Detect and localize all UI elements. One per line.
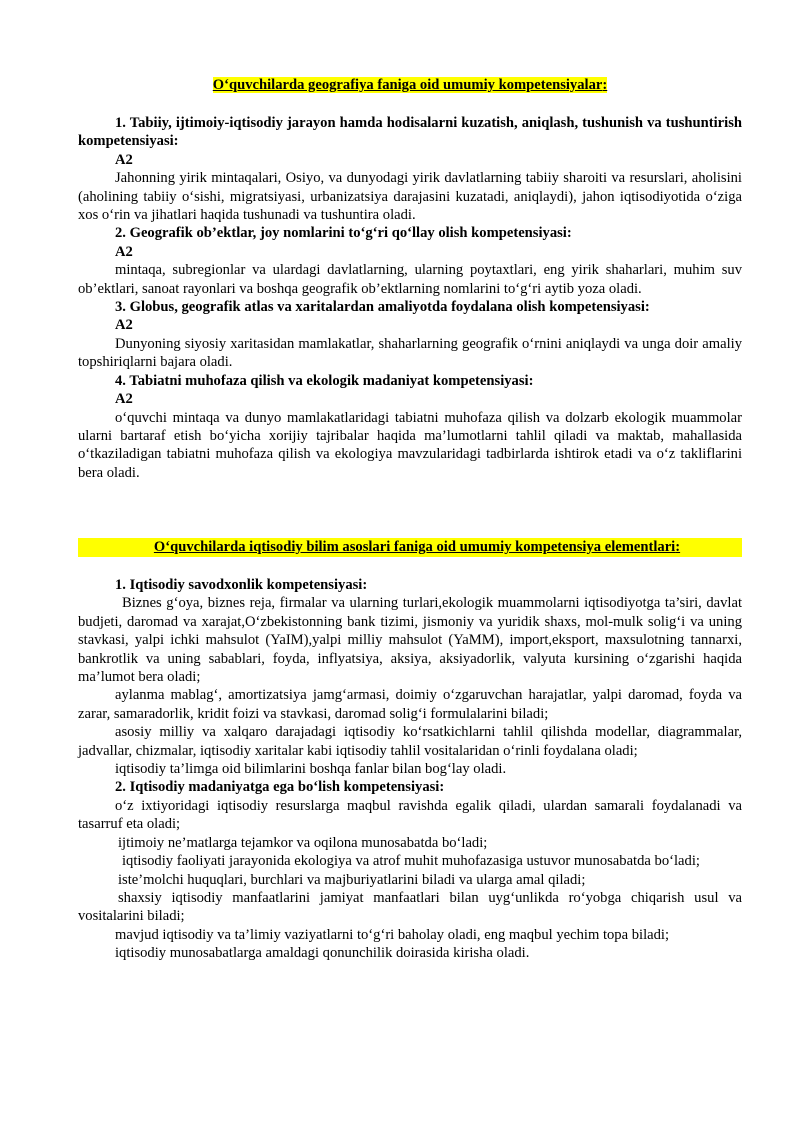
competency-text: mavjud iqtisodiy va ta’limiy vaziyatlarni to‘g‘ri baholay oladi, eng maqbul yechim topa biladi; <box>115 926 670 943</box>
competency-heading: 2. Geografik ob’ektlar, joy nomlarini to‘g‘ri qo‘llay olish kompetensiyasi: <box>115 225 572 242</box>
competency-text: o‘quvchi mintaqa va dunyo mamlakatlaridagi tabiatni muhofaza qilish va dolzarb ekologik muammolar ularni bartaraf etish bo‘yicha xorijiy tajribalar haqida ma’lumotlarni tahlil qiladi va maktab, mahallasida o‘tkaziladigan tabiatni muhofaza qilish va ekologiya mavzularidagi tadbirlarda ishtirok etadi va o‘z takliflarini bera oladi. <box>78 409 742 481</box>
section2-title-text: O‘quvchilarda iqtisodiy bilim asoslari faniga oid umumiy kompetensiya elementlari <box>153 539 676 555</box>
section2-title-colon: : <box>675 539 681 555</box>
competency-text: iqtisodiy faoliyati jarayonida ekologiya va atrof muhit muhofazasiga ustuvor munosabatda bo‘ladi; <box>122 853 700 870</box>
competency-heading: 2. Iqtisodiy madaniyatga ega bo‘lish kompetensiyasi: <box>115 779 445 796</box>
level-label: A2 <box>115 317 133 334</box>
competency-text: mintaqa, subregionlar va ulardagi davlatlarning, ularning poytaxtlari, eng yirik shaharlari, muhim suv ob’ektlari, sanoat rayonlari va boshqa geografik ob’ektlarning nomlarini to‘g‘ri aytib yoza oladi. <box>78 262 742 297</box>
section2-title <box>78 538 742 556</box>
competency-heading: 3. Globus, geografik atlas va xaritalardan amaliyotda foydalana olish kompetensiyasi: <box>115 299 650 316</box>
section1-title-text: O‘quvchilarda geografiya faniga oid umumiy kompetensiyalar <box>212 77 603 93</box>
competency-text: ijtimoiy ne’matlarga tejamkor va oqilona munosabatda bo‘ladi; <box>118 834 488 851</box>
section1-title-colon: : <box>602 77 608 93</box>
competency-text: aylanma mablag‘, amortizatsiya jamg‘armasi, doimiy o‘zgaruvchan harajatlar, yalpi daromad, foyda va zarar, samaradorlik, kridit foizi va stavkasi, daromad solig‘i formulalarini biladi; <box>78 687 742 722</box>
competency-heading: 1. Tabiiy, ijtimoiy-iqtisodiy jarayon hamda hodisalarni kuzatish, aniqlash, tushunish va tushuntirish kompetensiyasi: <box>78 115 742 150</box>
section1-title <box>78 76 742 94</box>
level-label: A2 <box>115 151 133 168</box>
section1-body <box>78 114 742 482</box>
competency-text: o‘z ixtiyoridagi iqtisodiy resurslarga maqbul ravishda egalik qiladi, ulardan samarali foydalanadi va tasarruf eta oladi; <box>78 797 742 833</box>
competency-text: Dunyoning siyosiy xaritasidan mamlakatlar, shaharlarning geografik o‘rnini aniqlaydi va unga doir amaliy topshiriqlarni bajara oladi. <box>78 335 742 371</box>
competency-heading: 1. Iqtisodiy savodxonlik kompetensiyasi: <box>115 577 368 593</box>
level-label: A2 <box>115 243 133 260</box>
competency-text: asosiy milliy va xalqaro darajadagi iqtisodiy ko‘rsatkichlarni tahlil qilishda modellar, diagrammalar, jadvallar, chizmalar, iqtisodiy xaritalar kabi iqtisodiy tahlil vositalaridan o‘rinli foydalana oladi; <box>78 724 742 759</box>
competency-text: shaxsiy iqtisodiy manfaatlarini jamiyat manfaatlari bilan uyg‘unlikda ro‘yobga chiqarish usul va vositalarini biladi; <box>78 889 742 925</box>
competency-text: Biznes g‘oya, biznes reja, firmalar va ularning turlari,ekologik muammolarni iqtisodiyotga ta’siri, davlat budjeti, daromad va xarajat,O‘zbekistonning bank tizimi, jismoniy va yuridik shaxs, mol-mulk solig‘i va uning stavkasi, yalpi ichki mahsulot (YaIM),yalpi milliy mahsulot (YaMM), import,eksport, maxsulotning tannarxi, bankrotlik va uning sabablari, foyda, inflyatsiya, aksiya, aksiyadorlik, valyuta kursining o‘zgarishi haqida ma’lumot bera oladi; <box>78 595 742 686</box>
competency-text: iqtisodiy munosabatlarga amaldagi qonunchilik doirasida kirisha oladi. <box>115 945 530 962</box>
section2-body <box>78 576 742 963</box>
level-label: A2 <box>115 391 133 408</box>
competency-text: Jahonning yirik mintaqalari, Osiyo, va dunyodagi yirik davlatlarning tabiiy sharoiti va resurslari, aholisini (aholining tabiiy o‘sishi, migratsiyasi, urbanizatsiya darajasini kuzatadi, aniqlaydi), jahon iqtisodiyotida o‘ziga xos o‘rin va jihatlari haqida tushunadi va tushuntira oladi. <box>78 170 742 224</box>
competency-text: iqtisodiy ta’limga oid bilimlarini boshqa fanlar bilan bog‘lay oladi. <box>115 761 507 778</box>
competency-heading: 4. Tabiatni muhofaza qilish va ekologik madaniyat kompetensiyasi: <box>115 372 534 389</box>
competency-text: iste’molchi huquqlari, burchlari va majburiyatlarini biladi va ularga amal qiladi; <box>118 871 586 888</box>
